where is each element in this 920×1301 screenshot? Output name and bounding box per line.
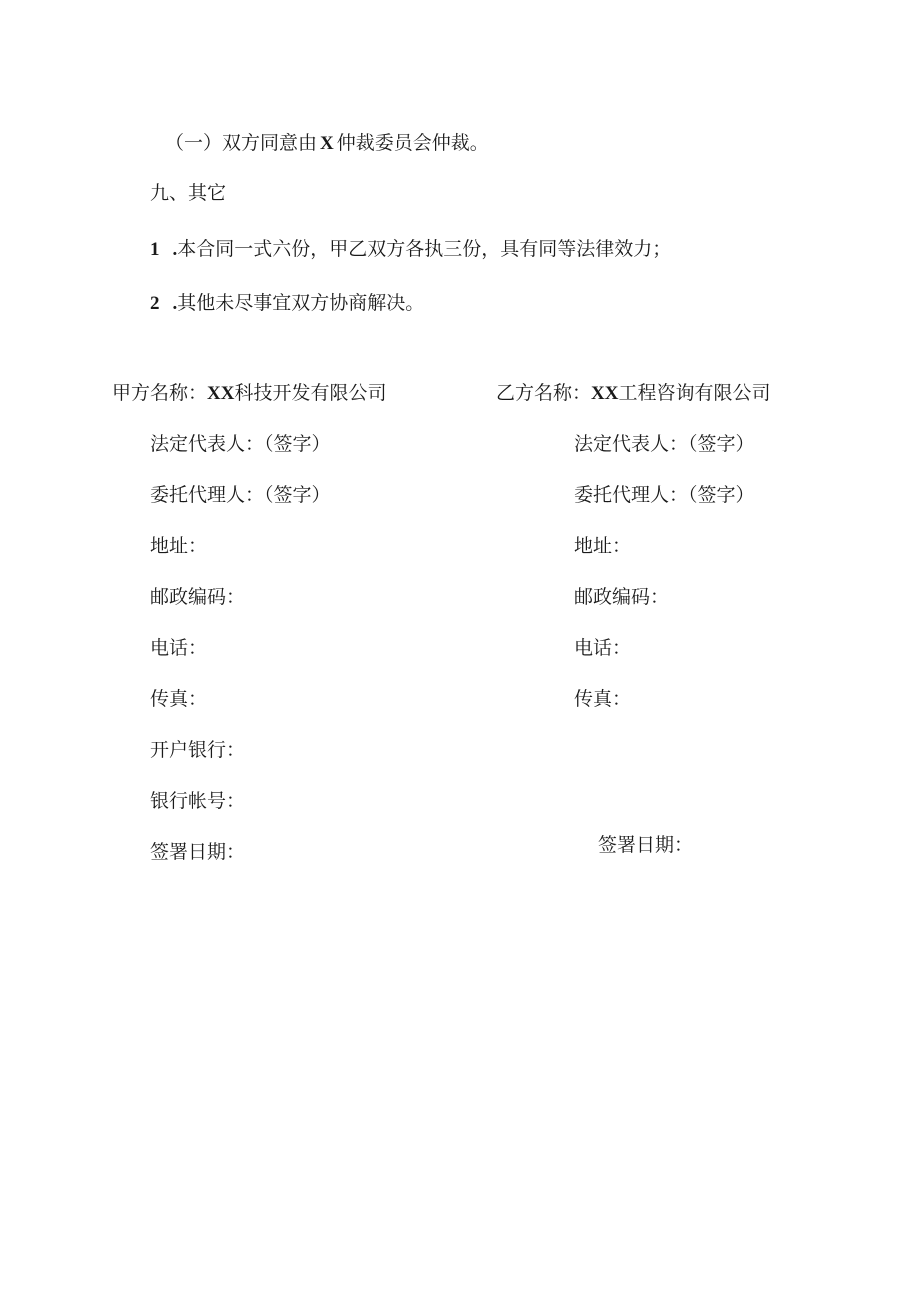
party-a-fax: 传真： bbox=[150, 688, 208, 710]
party-b-name-rest: 工程咨询有限公司 bbox=[618, 382, 771, 404]
party-b-legal-rep: 法定代表人：（签字） bbox=[574, 433, 755, 455]
clause-item-1-text: 本合同一式六份，甲乙双方各执三份，具有同等法律效力； bbox=[177, 238, 672, 260]
party-a-name-bold: XX bbox=[207, 383, 235, 404]
clause-item-1 bbox=[150, 237, 671, 262]
party-a-address: 地址： bbox=[150, 535, 208, 557]
party-b-address: 地址： bbox=[574, 535, 632, 557]
party-b-name bbox=[496, 381, 770, 406]
party-b-name-bold: XX bbox=[591, 383, 619, 404]
clause-item-2-number: 2 bbox=[150, 293, 160, 314]
clause-item-2-dot: . bbox=[172, 293, 178, 314]
clause-item-2-text: 其他未尽事宜双方协商解决。 bbox=[177, 292, 425, 314]
party-b-sign-date: 签署日期： bbox=[598, 834, 694, 856]
party-a-bank: 开户银行： bbox=[150, 739, 246, 761]
arbitration-prefix: （一）双方同意由 bbox=[165, 132, 318, 154]
clause-item-1-dot: . bbox=[172, 239, 178, 260]
party-a-agent: 委托代理人：（签字） bbox=[150, 484, 331, 506]
party-a-account: 银行帐号： bbox=[150, 790, 246, 812]
party-b-fax: 传真： bbox=[574, 688, 632, 710]
arbitration-suffix: 仲裁委员会仲裁。 bbox=[336, 132, 489, 154]
party-a-name-label: 甲方名称： bbox=[112, 382, 208, 404]
party-b-postcode: 邮政编码： bbox=[574, 586, 670, 608]
party-a-phone: 电话： bbox=[150, 637, 208, 659]
clause-item-2 bbox=[150, 291, 424, 316]
arbitration-letter: X bbox=[320, 133, 334, 154]
party-a-legal-rep: 法定代表人：（签字） bbox=[150, 433, 331, 455]
section-9-title: 九、其它 bbox=[150, 182, 227, 204]
party-b-phone: 电话： bbox=[574, 637, 632, 659]
clause-item-1-number: 1 bbox=[150, 239, 160, 260]
party-a-postcode: 邮政编码： bbox=[150, 586, 246, 608]
party-b-agent: 委托代理人：（签字） bbox=[574, 484, 755, 506]
party-a-name-rest: 科技开发有限公司 bbox=[234, 382, 387, 404]
party-b-name-label: 乙方名称： bbox=[496, 382, 592, 404]
arbitration-clause bbox=[165, 131, 489, 156]
party-a-name bbox=[112, 381, 386, 406]
party-a-sign-date: 签署日期： bbox=[150, 841, 246, 863]
